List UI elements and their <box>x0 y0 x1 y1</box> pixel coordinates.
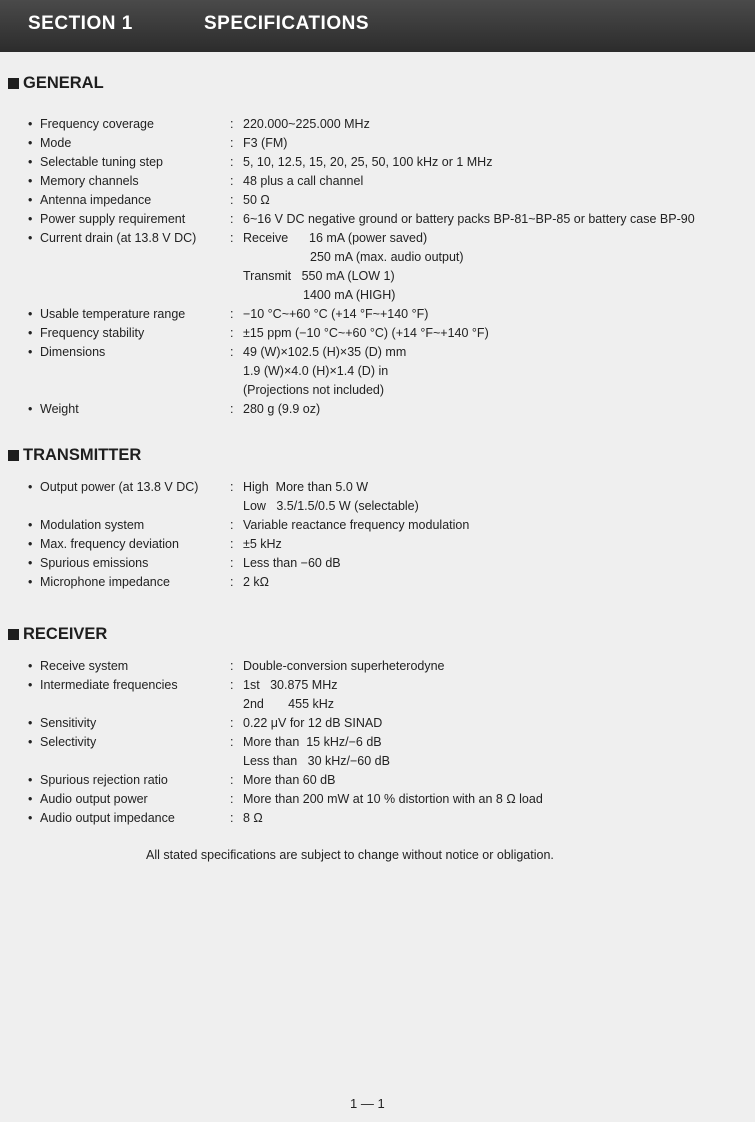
colon-separator: : <box>230 402 234 416</box>
colon-separator: : <box>230 307 234 321</box>
spec-value-text: 48 plus a call channel <box>243 174 364 188</box>
colon-separator: : <box>230 193 234 207</box>
spec-label: Antenna impedance <box>40 193 152 207</box>
colon-separator: : <box>230 716 234 730</box>
spec-value-text: 2 kΩ <box>243 575 270 589</box>
bullet-icon: • <box>28 231 33 245</box>
colon-separator: : <box>230 326 234 340</box>
spec-label: Spurious emissions <box>40 556 149 570</box>
receiver-heading <box>8 625 107 644</box>
spec-label: Current drain (at 13.8 V DC) <box>40 231 197 245</box>
spec-label: Sensitivity <box>40 716 97 730</box>
spec-value-text: Variable reactance frequency modulation <box>243 518 470 532</box>
general-heading-text: GENERAL <box>23 74 104 92</box>
spec-label: Memory channels <box>40 174 139 188</box>
spec-value-text: More than 15 kHz/−6 dB <box>243 735 382 749</box>
colon-separator: : <box>230 773 234 787</box>
spec-value-text: 0.22 μV for 12 dB SINAD <box>243 716 383 730</box>
bullet-icon: • <box>28 659 33 673</box>
spec-value-text: Less than 30 kHz/−60 dB <box>243 754 390 768</box>
colon-separator: : <box>230 480 234 494</box>
spec-label: Selectable tuning step <box>40 155 164 169</box>
spec-value-text: More than 200 mW at 10 % distortion with an 8 Ω load <box>243 792 543 806</box>
bullet-icon: • <box>28 773 33 787</box>
spec-label: Audio output power <box>40 792 148 806</box>
bullet-icon: • <box>28 811 33 825</box>
colon-separator: : <box>230 537 234 551</box>
spec-label: Intermediate frequencies <box>40 678 178 692</box>
spec-value-text: (Projections not included) <box>243 383 385 397</box>
spec-value-text: Low 3.5/1.5/0.5 W (selectable) <box>243 499 419 513</box>
bullet-icon: • <box>28 326 33 340</box>
spec-label: Selectivity <box>40 735 97 749</box>
colon-separator: : <box>230 556 234 570</box>
colon-separator: : <box>230 811 234 825</box>
bullet-icon: • <box>28 155 33 169</box>
spec-value-text: Transmit 550 mA (LOW 1) <box>243 269 395 283</box>
bullet-icon: • <box>28 345 33 359</box>
bullet-icon: • <box>28 792 33 806</box>
spec-value-text: Double-conversion superheterodyne <box>243 659 445 673</box>
spec-value-text: 1st 30.875 MHz <box>243 678 338 692</box>
receiver-heading-text: RECEIVER <box>23 625 108 643</box>
bullet-icon: • <box>28 307 33 321</box>
spec-value-text: 280 g (9.9 oz) <box>243 402 321 416</box>
colon-separator: : <box>230 174 234 188</box>
general-heading <box>8 74 104 93</box>
spec-label: Receive system <box>40 659 129 673</box>
spec-label: Frequency stability <box>40 326 145 340</box>
spec-value-text: Less than −60 dB <box>243 556 341 570</box>
page-number: 1 — 1 <box>350 1096 385 1111</box>
colon-separator: : <box>230 117 234 131</box>
colon-separator: : <box>230 155 234 169</box>
spec-value-text: Receive 16 mA (power saved) <box>243 231 428 245</box>
bullet-icon: • <box>28 212 33 226</box>
spec-label: Dimensions <box>40 345 106 359</box>
colon-separator: : <box>230 231 234 245</box>
spec-value-text: 1.9 (W)×4.0 (H)×1.4 (D) in <box>243 364 389 378</box>
bullet-icon: • <box>28 556 33 570</box>
colon-separator: : <box>230 212 234 226</box>
spec-value-text: 6~16 V DC negative ground or battery packs BP-81~BP-85 or battery case BP-90 <box>243 212 695 226</box>
spec-label: Audio output impedance <box>40 811 175 825</box>
spec-value-text: 8 Ω <box>243 811 263 825</box>
spec-label: Power supply requirement <box>40 212 186 226</box>
heading-square-icon <box>8 78 19 89</box>
spec-value-text: 2nd 455 kHz <box>243 697 335 711</box>
spec-label: Mode <box>40 136 72 150</box>
spec-value-text: 1400 mA (HIGH) <box>303 288 396 302</box>
spec-label: Frequency coverage <box>40 117 154 131</box>
colon-separator: : <box>230 678 234 692</box>
spec-value-text: ±15 ppm (−10 °C~+60 °C) (+14 °F~+140 °F) <box>243 326 489 340</box>
colon-separator: : <box>230 136 234 150</box>
spec-label: Microphone impedance <box>40 575 170 589</box>
footnote: All stated specifications are subject to change without notice or obligation. <box>146 848 554 862</box>
spec-label: Spurious rejection ratio <box>40 773 168 787</box>
spec-value-text: F3 (FM) <box>243 136 288 150</box>
heading-square-icon <box>8 629 19 640</box>
spec-value-text: 50 Ω <box>243 193 270 207</box>
bullet-icon: • <box>28 518 33 532</box>
spec-value-text: ±5 kHz <box>243 537 282 551</box>
spec-value-text: 250 mA (max. audio output) <box>310 250 464 264</box>
colon-separator: : <box>230 345 234 359</box>
section-title: SPECIFICATIONS <box>204 13 369 34</box>
spec-label: Output power (at 13.8 V DC) <box>40 480 199 494</box>
colon-separator: : <box>230 792 234 806</box>
spec-label: Weight <box>40 402 79 416</box>
bullet-icon: • <box>28 480 33 494</box>
heading-square-icon <box>8 450 19 461</box>
bullet-icon: • <box>28 117 33 131</box>
colon-separator: : <box>230 659 234 673</box>
bullet-icon: • <box>28 136 33 150</box>
bullet-icon: • <box>28 174 33 188</box>
spec-value-text: 49 (W)×102.5 (H)×35 (D) mm <box>243 345 407 359</box>
colon-separator: : <box>230 518 234 532</box>
spec-label: Modulation system <box>40 518 145 532</box>
spec-label: Usable temperature range <box>40 307 186 321</box>
transmitter-heading-text: TRANSMITTER <box>23 446 142 464</box>
spec-value-text: 220.000~225.000 MHz <box>243 117 370 131</box>
colon-separator: : <box>230 735 234 749</box>
bullet-icon: • <box>28 575 33 589</box>
bullet-icon: • <box>28 678 33 692</box>
spec-value-text: High More than 5.0 W <box>243 480 369 494</box>
colon-separator: : <box>230 575 234 589</box>
section-banner <box>0 0 755 52</box>
bullet-icon: • <box>28 193 33 207</box>
bullet-icon: • <box>28 735 33 749</box>
bullet-icon: • <box>28 716 33 730</box>
spec-value-text: More than 60 dB <box>243 773 336 787</box>
bullet-icon: • <box>28 402 33 416</box>
spec-value-text: 5, 10, 12.5, 15, 20, 25, 50, 100 kHz or 1 MHz <box>243 155 493 169</box>
section-number: SECTION 1 <box>28 13 133 34</box>
transmitter-heading <box>8 446 141 465</box>
spec-label: Max. frequency deviation <box>40 537 179 551</box>
spec-value-text: −10 °C~+60 °C (+14 °F~+140 °F) <box>243 307 429 321</box>
bullet-icon: • <box>28 537 33 551</box>
